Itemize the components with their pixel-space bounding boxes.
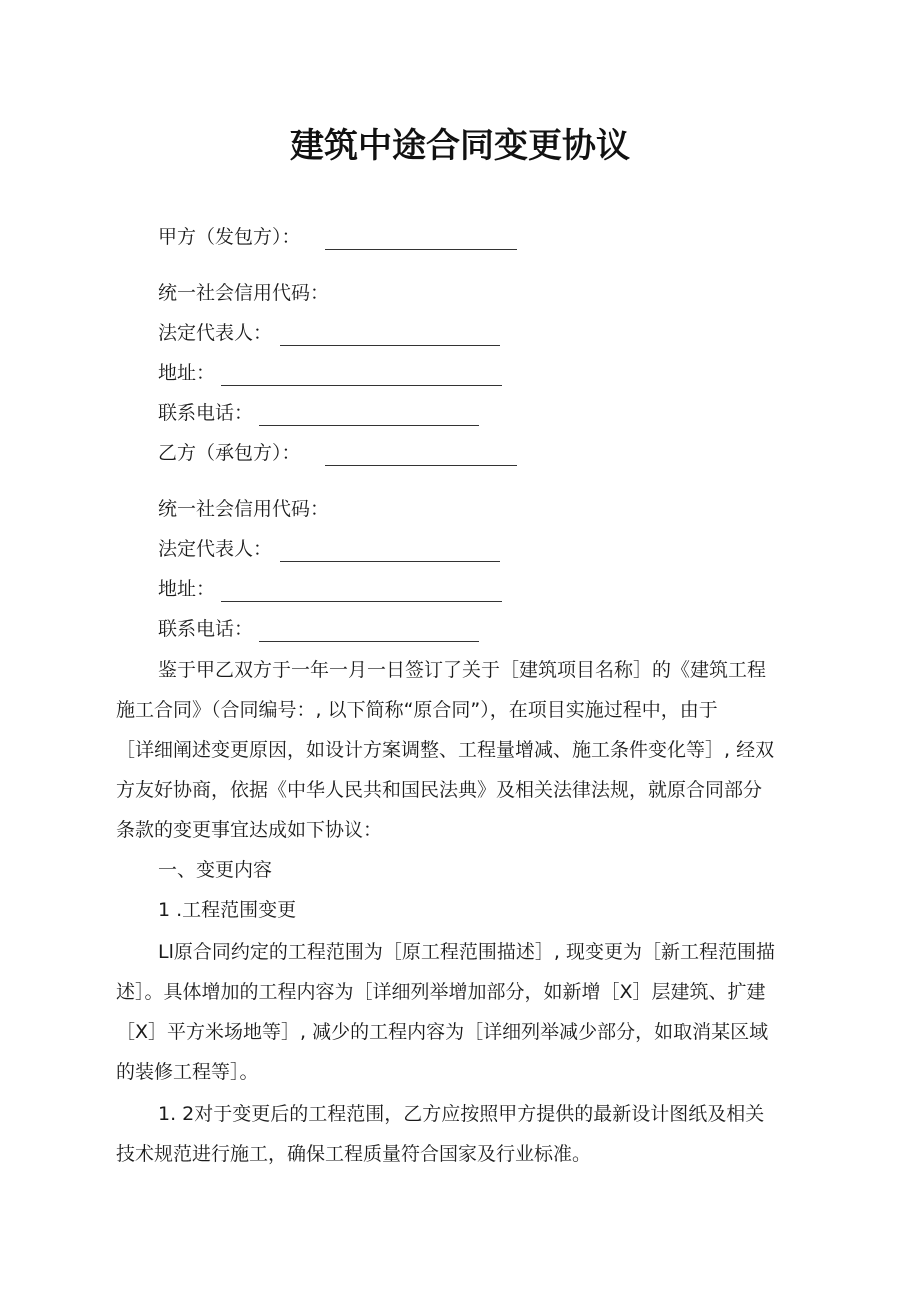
party-a-address-label: 地址： <box>158 362 216 384</box>
section-1-heading: 一、变更内容 <box>158 859 273 881</box>
party-b-blank[interactable] <box>325 445 517 466</box>
clause-line: 1. 2对于变更后的工程范围，乙方应按照甲方提供的最新设计图纸及相关 <box>158 1103 765 1125</box>
document-title: 建筑中途合同变更协议 <box>290 126 630 166</box>
subsection-1-heading-block <box>116 890 806 930</box>
preamble-line: 条款的变更事宜达成如下协议： <box>116 819 383 841</box>
party-b-label: 乙方（承包方）： <box>158 442 301 464</box>
party-a-phone-label: 联系电话： <box>158 402 254 424</box>
party-a-credit-code-label: 统一社会信用代码： <box>158 282 330 304</box>
party-a-credit-code-field <box>158 280 329 306</box>
clause-line: 的装修工程等］。 <box>116 1061 259 1083</box>
clause-line: 技术规范进行施工，确保工程质量符合国家及行业标准。 <box>116 1143 592 1165</box>
clause-line: ［X］平方米场地等］, 减少的工程内容为［详细列举减少部分，如取消某区域 <box>116 1021 769 1043</box>
preamble-paragraph <box>116 650 806 850</box>
party-b-rep-label: 法定代表人： <box>158 538 273 560</box>
party-a-field <box>158 224 517 250</box>
party-b-credit-code-label: 统一社会信用代码： <box>158 498 330 520</box>
party-a-phone-field <box>158 400 479 426</box>
party-b-credit-code-field <box>158 496 329 522</box>
party-b-phone-field <box>158 616 479 642</box>
party-b-address-label: 地址： <box>158 578 216 600</box>
party-b-address-blank[interactable] <box>221 581 502 602</box>
party-a-rep-label: 法定代表人： <box>158 322 273 344</box>
clause-1-1-paragraph <box>116 932 806 1092</box>
party-a-label: 甲方（发包方）： <box>158 226 301 248</box>
party-a-rep-field <box>158 320 500 346</box>
party-a-address-field <box>158 360 502 386</box>
preamble-line: 施工合同》（合同编号：, 以下简称“原合同”），在项目实施过程中，由于 <box>116 699 718 721</box>
party-b-rep-field <box>158 536 500 562</box>
party-b-field <box>158 440 517 466</box>
clause-line: 述］。具体增加的工程内容为［详细列举增加部分，如新增［X］层建筑、扩建 <box>116 981 766 1003</box>
section-1-heading-block <box>116 850 806 890</box>
party-b-rep-blank[interactable] <box>280 541 500 562</box>
party-b-address-field <box>158 576 502 602</box>
subsection-1-heading: 1 .工程范围变更 <box>158 899 297 921</box>
party-a-rep-blank[interactable] <box>280 325 500 346</box>
party-b-phone-label: 联系电话： <box>158 618 254 640</box>
clause-line: Ll原合同约定的工程范围为［原工程范围描述］, 现变更为［新工程范围描 <box>158 941 775 963</box>
clause-1-2-paragraph <box>116 1094 806 1174</box>
preamble-line: 鉴于甲乙双方于一年一月一日签订了关于［建筑项目名称］的《建筑工程 <box>158 659 767 681</box>
party-a-blank[interactable] <box>325 229 517 250</box>
party-a-phone-blank[interactable] <box>259 405 479 426</box>
preamble-line: ［详细阐述变更原因，如设计方案调整、工程量增减、施工条件变化等］, 经双 <box>116 739 775 761</box>
party-a-address-blank[interactable] <box>221 365 502 386</box>
party-b-phone-blank[interactable] <box>259 621 479 642</box>
preamble-line: 方友好协商，依据《中华人民共和国民法典》及相关法律法规，就原合同部分 <box>116 779 763 801</box>
